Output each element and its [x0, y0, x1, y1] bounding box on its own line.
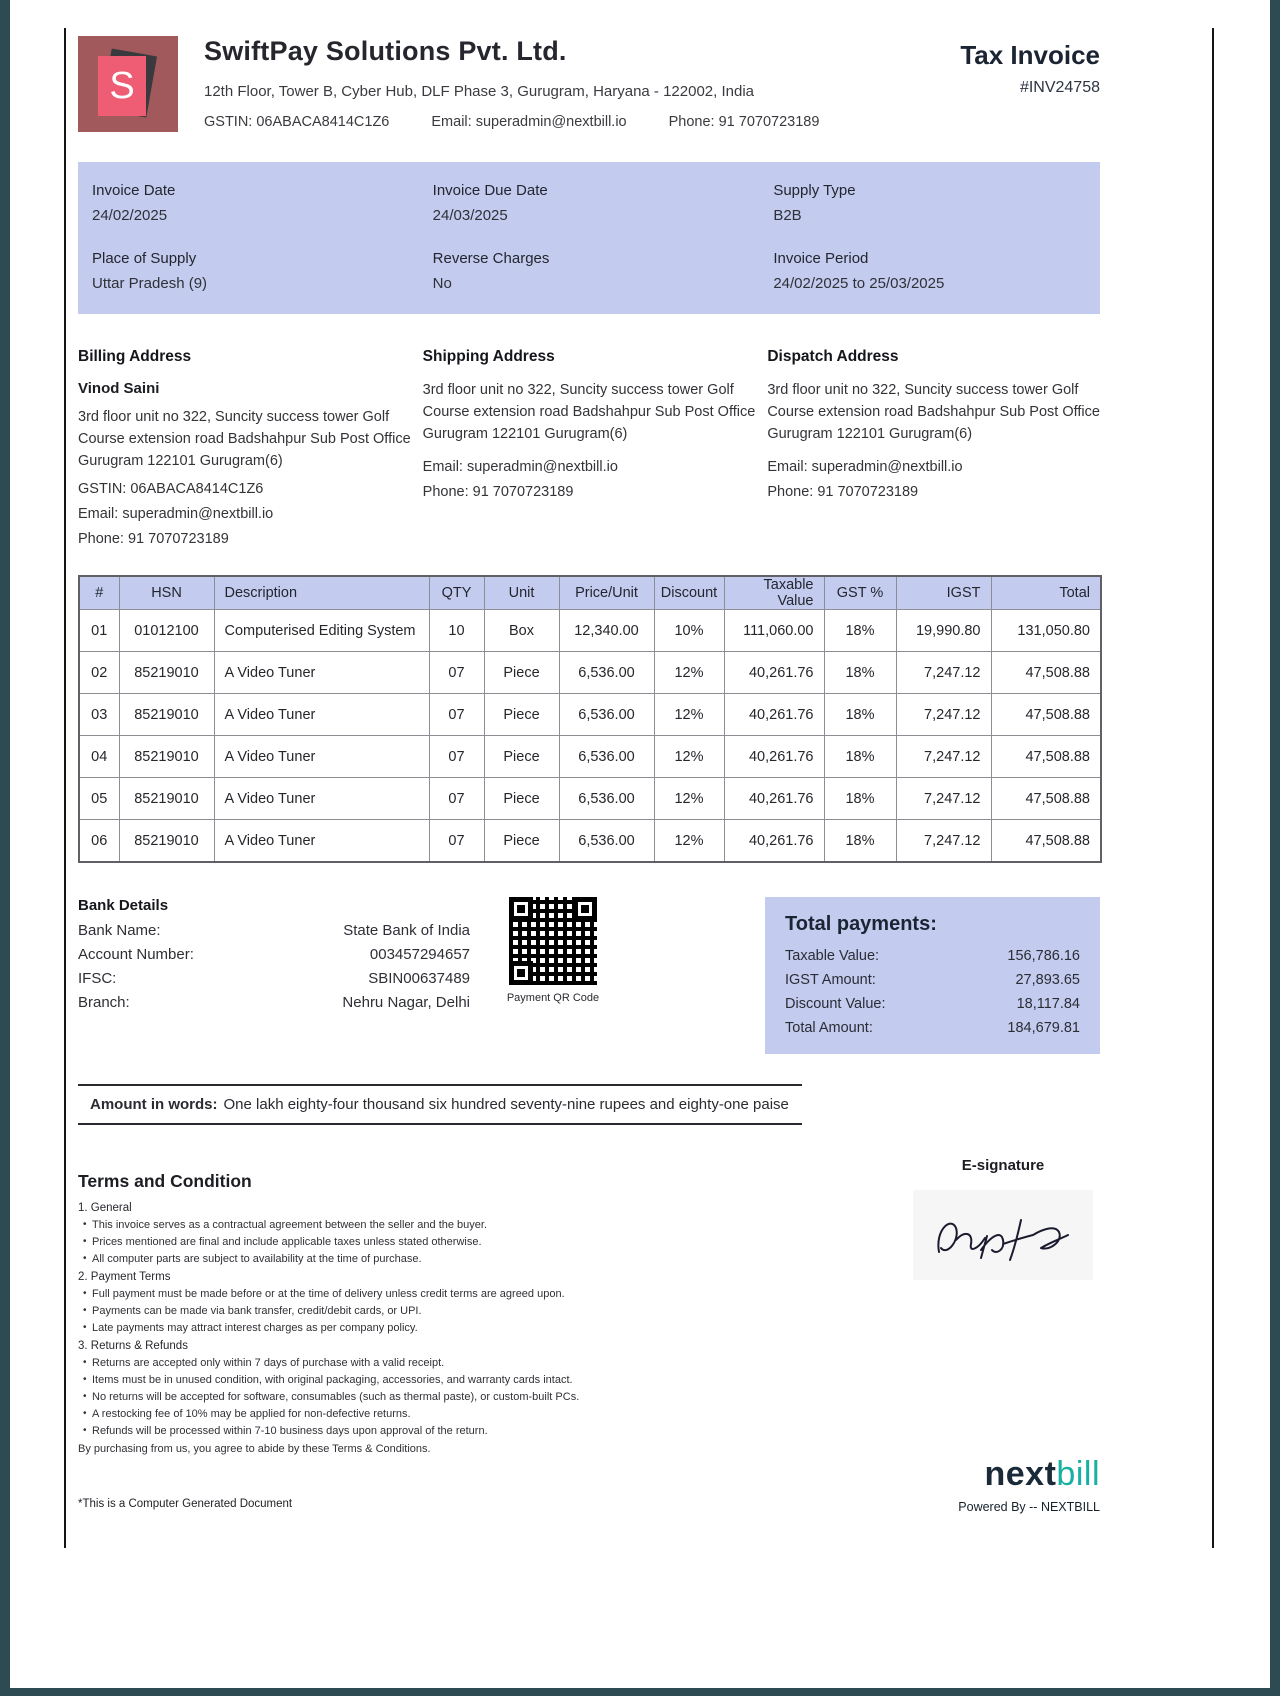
meta-reverse-charges: Reverse Charges No [432, 250, 550, 292]
terms-bullet: • Refunds will be processed within 7-10 business days upon approval of the return. [78, 1425, 698, 1437]
billing-phone: Phone: 91 7070723189 [78, 531, 229, 548]
dispatch-address-block: Dispatch Address 3rd floor unit no 322, Suncity success tower Golf Course extension road Badshahpur Sub Post Office Gurugram 122101 Gurugram(6) Email: superadmin@nextbill.io Phone: 91 7070723189 [767, 348, 1100, 501]
terms-bullet: • No returns will be accepted for software, consumables (such as thermal paste), or custom-built PCs. [78, 1391, 698, 1403]
account-number-value: 003457294657 [369, 945, 470, 963]
company-email: Email: superadmin@nextbill.io [431, 114, 627, 130]
terms-bullet: • A restocking fee of 10% may be applied for non-defective returns. [78, 1408, 698, 1420]
taxable-value-row: Taxable Value: 156,786.16 [785, 947, 1080, 964]
col-header-qty: QTY [429, 576, 484, 610]
table-row: 04 85219010 A Video Tuner 07 Piece 6,536.00 12% 40,261.76 18% 7,247.12 47,508.88 [79, 736, 1101, 778]
amount-in-words-label: Amount in words: [90, 1095, 218, 1113]
col-header-hsn: HSN [119, 576, 214, 610]
invoice-header [78, 0, 1100, 132]
shipping-address-text: 3rd floor unit no 322, Suncity success tower Golf Course extension road Badshahpur Sub Post Office Gurugram 122101 Gurugram(6) [422, 382, 756, 442]
page-footer [78, 1455, 1100, 1514]
col-header-discount: Discount [654, 576, 724, 610]
ifsc-label: IFSC: [78, 969, 117, 987]
invoice-page [10, 0, 1270, 1688]
igst-amount-row: IGST Amount: 27,893.65 [785, 971, 1080, 988]
col-header-taxable-value: Taxable Value [724, 576, 824, 610]
terms-section-heading: 3. Returns & Refunds [78, 1339, 188, 1352]
terms-footer: By purchasing from us, you agree to abide by these Terms & Conditions. [78, 1442, 431, 1455]
company-name: SwiftPay Solutions Pvt. Ltd. [204, 36, 567, 66]
billing-gstin: GSTIN: 06ABACA8414C1Z6 [78, 481, 264, 498]
qr-finder-icon [509, 897, 533, 921]
table-row: 01 01012100 Computerised Editing System 10 Box 12,340.00 10% 111,060.00 18% 19,990.80 131,050.80 [79, 610, 1101, 652]
col-header-unit: Unit [484, 576, 559, 610]
qr-finder-icon [573, 897, 597, 921]
dispatch-address-text: 3rd floor unit no 322, Suncity success tower Golf Course extension road Badshahpur Sub Post Office Gurugram 122101 Gurugram(6) [767, 382, 1100, 442]
computer-generated-note: *This is a Computer Generated Document [78, 1498, 293, 1510]
billing-address-block: Billing Address Vinod Saini 3rd floor unit no 322, Suncity success tower Golf Course extension road Badshahpur Sub Post Office Gurugram 122101 Gurugram(6) GSTIN: 06ABACA8414C1Z6 Email: superadmin@nextbill.io Phone: 91 7070723189 [78, 348, 411, 548]
billing-name: Vinod Saini [78, 380, 160, 397]
terms-bullet: • Full payment must be made before or at the time of delivery unless credit terms are agreed upon. [78, 1288, 698, 1300]
invoice-number: #INV24758 [1019, 79, 1100, 96]
powered-by-text: Powered By -- NEXTBILL [958, 1500, 1100, 1514]
esignature-box [913, 1190, 1093, 1280]
qr-caption: Payment QR Code [506, 991, 600, 1004]
company-gstin: GSTIN: 06ABACA8414C1Z6 [204, 114, 390, 130]
company-phone: Phone: 91 7070723189 [668, 114, 820, 130]
terms-bullet: • All computer parts are subject to availability at the time of purchase. [78, 1253, 698, 1265]
amount-in-words [78, 1084, 802, 1125]
bank-details-block [78, 897, 470, 1011]
payment-qr-block [498, 897, 608, 1004]
shipping-email: Email: superadmin@nextbill.io [422, 459, 618, 476]
total-amount-row: Total Amount: 184,679.81 [785, 1019, 1080, 1036]
company-address: 12th Floor, Tower B, Cyber Hub, DLF Phase 3, Gurugram, Haryana - 122002, India [204, 83, 755, 100]
logo-letter: S [109, 64, 135, 107]
billing-email: Email: superadmin@nextbill.io [78, 506, 274, 523]
account-number-label: Account Number: [78, 945, 194, 963]
terms-section-heading: 1. General [78, 1201, 132, 1214]
col-header-index: # [79, 576, 119, 610]
ifsc-value: SBIN00637489 [368, 969, 470, 987]
terms-section-heading: 2. Payment Terms [78, 1270, 171, 1283]
table-header-row [79, 576, 1101, 610]
nextbill-logo: nextbill [984, 1455, 1100, 1493]
terms-bullet: • Items must be in unused condition, with original packaging, accessories, and warranty cards intact. [78, 1374, 698, 1386]
address-section [78, 348, 1100, 547]
table-row: 03 85219010 A Video Tuner 07 Piece 6,536.00 12% 40,261.76 18% 7,247.12 47,508.88 [79, 694, 1101, 736]
meta-place-of-supply: Place of Supply Uttar Pradesh (9) [92, 250, 208, 292]
shipping-address-block: Shipping Address 3rd floor unit no 322, Suncity success tower Golf Course extension road Badshahpur Sub Post Office Gurugram 122101 Gurugram(6) Email: superadmin@nextbill.io Phone: 91 7070723189 [422, 348, 756, 501]
nextbill-brand [958, 1455, 1100, 1514]
document-title: Tax Invoice [960, 40, 1100, 70]
terms-and-conditions [78, 1171, 698, 1455]
bank-details-title: Bank Details [78, 896, 169, 914]
billing-address-text: 3rd floor unit no 322, Suncity success tower Golf Course extension road Badshahpur Sub Post Office Gurugram 122101 Gurugram(6) [78, 409, 411, 469]
total-payments-panel [765, 897, 1100, 1054]
meta-invoice-date: Invoice Date 24/02/2025 [92, 182, 176, 224]
meta-invoice-period: Invoice Period 24/02/2025 to 25/03/2025 [773, 250, 945, 292]
discount-value-row: Discount Value: 18,117.84 [785, 995, 1080, 1012]
table-row: 02 85219010 A Video Tuner 07 Piece 6,536.00 12% 40,261.76 18% 7,247.12 47,508.88 [79, 652, 1101, 694]
meta-invoice-due-date: Invoice Due Date 24/03/2025 [432, 182, 548, 224]
qr-finder-icon [509, 961, 533, 985]
col-header-igst: IGST [896, 576, 991, 610]
signature-icon [923, 1200, 1083, 1270]
col-header-gst: GST % [824, 576, 896, 610]
dispatch-email: Email: superadmin@nextbill.io [767, 459, 963, 476]
col-header-total: Total [991, 576, 1101, 610]
table-row: 05 85219010 A Video Tuner 07 Piece 6,536.00 12% 40,261.76 18% 7,247.12 47,508.88 [79, 778, 1101, 820]
invoice-meta-panel [78, 162, 1100, 314]
terms-bullet: • Late payments may attract interest charges as per company policy. [78, 1322, 698, 1334]
table-row: 06 85219010 A Video Tuner 07 Piece 6,536.00 12% 40,261.76 18% 7,247.12 47,508.88 [79, 820, 1101, 862]
bank-name-label: Bank Name: [78, 921, 161, 939]
payment-qr-code [509, 897, 597, 985]
terms-bullet: • Payments can be made via bank transfer, credit/debit cards, or UPI. [78, 1305, 698, 1317]
terms-bullet: • Returns are accepted only within 7 days of purchase with a valid receipt. [78, 1357, 698, 1369]
esignature-title: E-signature [961, 1156, 1045, 1174]
col-header-description: Description [214, 576, 429, 610]
terms-bullet: • Prices mentioned are final and include applicable taxes unless stated otherwise. [78, 1236, 698, 1248]
logo-paper [98, 56, 146, 116]
terms-title: Terms and Condition [78, 1170, 252, 1191]
shipping-phone: Phone: 91 7070723189 [422, 484, 574, 501]
meta-supply-type: Supply Type B2B [773, 182, 856, 224]
col-header-price-unit: Price/Unit [559, 576, 654, 610]
company-logo-icon [78, 36, 178, 132]
amount-in-words-value: One lakh eighty-four thousand six hundred seventy-nine rupees and eighty-one paise [223, 1095, 789, 1113]
left-margin-rule [64, 28, 66, 1548]
dispatch-phone: Phone: 91 7070723189 [767, 484, 919, 501]
items-table [78, 575, 1102, 863]
total-payments-title: Total payments: [785, 912, 937, 935]
bank-name-value: State Bank of India [343, 921, 470, 939]
terms-bullet: • This invoice serves as a contractual agreement between the seller and the buyer. [78, 1219, 698, 1231]
branch-label: Branch: [78, 993, 130, 1011]
right-margin-rule [1212, 28, 1214, 1548]
branch-value: Nehru Nagar, Delhi [342, 993, 470, 1011]
esignature-block [913, 1157, 1093, 1455]
